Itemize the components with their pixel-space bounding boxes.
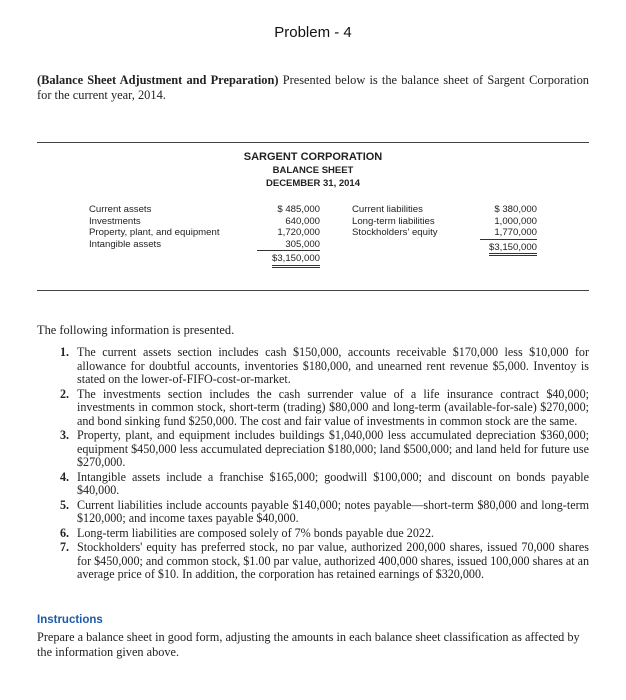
liability-labels <box>352 204 438 239</box>
item-number: 4. <box>60 469 70 484</box>
list-item <box>55 541 589 582</box>
list-item <box>55 471 589 498</box>
item-number: 2. <box>60 386 70 401</box>
item-text: Property, plant, and equipment includes buildings $1,040,000 less accumulated depreciation $360,000; equipment $450,000 less accumulated depreciation $180,000; land $500,000; and land held for future use $270,000. <box>77 428 589 469</box>
liability-amount: 1,770,000 <box>480 227 537 240</box>
assets-total: $3,150,000 <box>272 253 320 268</box>
item-number: 1. <box>60 345 70 359</box>
item-text: Current liabilities include accounts payable $140,000; notes payable—short-term $80,000 and long-term $120,000; and income taxes payable $40,000. <box>77 497 589 525</box>
item-number: 5. <box>60 497 70 512</box>
statement-title: BALANCE SHEET <box>272 165 354 176</box>
item-number: 3. <box>60 428 70 442</box>
asset-amount: 305,000 <box>257 239 320 252</box>
list-item <box>55 499 589 526</box>
intro-bold-title: (Balance Sheet Adjustment and Preparation) <box>37 73 279 87</box>
instructions-text: Prepare a balance sheet in good form, adjusting the amounts in each balance sheet classification as affected by the information given above. <box>37 630 580 659</box>
liability-amount: 1,000,000 <box>494 215 537 227</box>
item-text: Intangible assets include a franchise $165,000; goodwill $100,000; and discount on bonds payable $40,000. <box>77 469 589 497</box>
item-text: Stockholders' equity has preferred stock, no par value, authorized 200,000 shares, issued 70,000 shares for $450,000; and common stock, $1.00 par value, authorized 400,000 shares, issued 100,000 shares at an average price of $10. In addition, the corporation has retained earnings of $320,000. <box>77 540 589 581</box>
list-item <box>55 429 589 470</box>
table-top-rule <box>37 142 589 143</box>
asset-label: Investments <box>89 215 141 227</box>
liability-amounts <box>480 204 537 256</box>
asset-labels <box>89 204 220 250</box>
instructions-heading: Instructions <box>37 614 103 626</box>
intro-text: Presented below is the balance sheet of Sargent Corporation for the current year, 2014. <box>37 73 589 102</box>
problem-intro <box>37 73 589 103</box>
list-item <box>55 388 589 429</box>
item-text: Long-term liabilities are composed solely of 7% bonds payable due 2022. <box>77 525 435 540</box>
list-item <box>55 527 589 541</box>
asset-amount: 1,720,000 <box>277 227 320 238</box>
table-bottom-rule <box>37 290 589 291</box>
item-text: The investments section includes the cash surrender value of a life insurance contract $40,000; investments in common stock, short-term (trading) $80,000 and long-term (available-for-sale) $270,000; and bond sinking fund $250,000. The cost and fair value of investments in common stock are the same. <box>77 386 589 428</box>
list-item <box>55 346 589 387</box>
asset-amount: $ 485,000 <box>277 204 320 215</box>
liability-label: Current liabilities <box>352 204 423 215</box>
asset-label: Intangible assets <box>89 238 161 250</box>
asset-label: Current assets <box>89 204 152 215</box>
liability-amount: $ 380,000 <box>494 204 537 215</box>
liabilities-total: $3,150,000 <box>489 242 537 257</box>
info-heading: The following information is presented. <box>37 323 235 337</box>
balance-sheet-header <box>0 150 626 190</box>
liability-label: Long-term liabilities <box>352 215 435 227</box>
liability-label: Stockholders' equity <box>352 227 438 238</box>
information-list <box>55 346 589 583</box>
asset-amount: 640,000 <box>285 215 320 227</box>
item-number: 7. <box>60 540 70 554</box>
statement-date: DECEMBER 31, 2014 <box>266 178 360 189</box>
asset-amounts <box>257 204 320 268</box>
company-name: SARGENT CORPORATION <box>243 151 383 163</box>
item-text: The current assets section includes cash $150,000, accounts receivable $170,000 less $10,000 for allowance for doubtful accounts, inventories $180,000, and unearned rent revenue $5,000. Inventoy is stated on the lower-of-FIFO-cost-or-market. <box>77 345 589 386</box>
balance-sheet-table <box>37 204 589 274</box>
item-number: 6. <box>60 525 70 540</box>
page-title: Problem - 4 <box>274 24 352 41</box>
asset-label: Property, plant, and equipment <box>89 227 220 238</box>
